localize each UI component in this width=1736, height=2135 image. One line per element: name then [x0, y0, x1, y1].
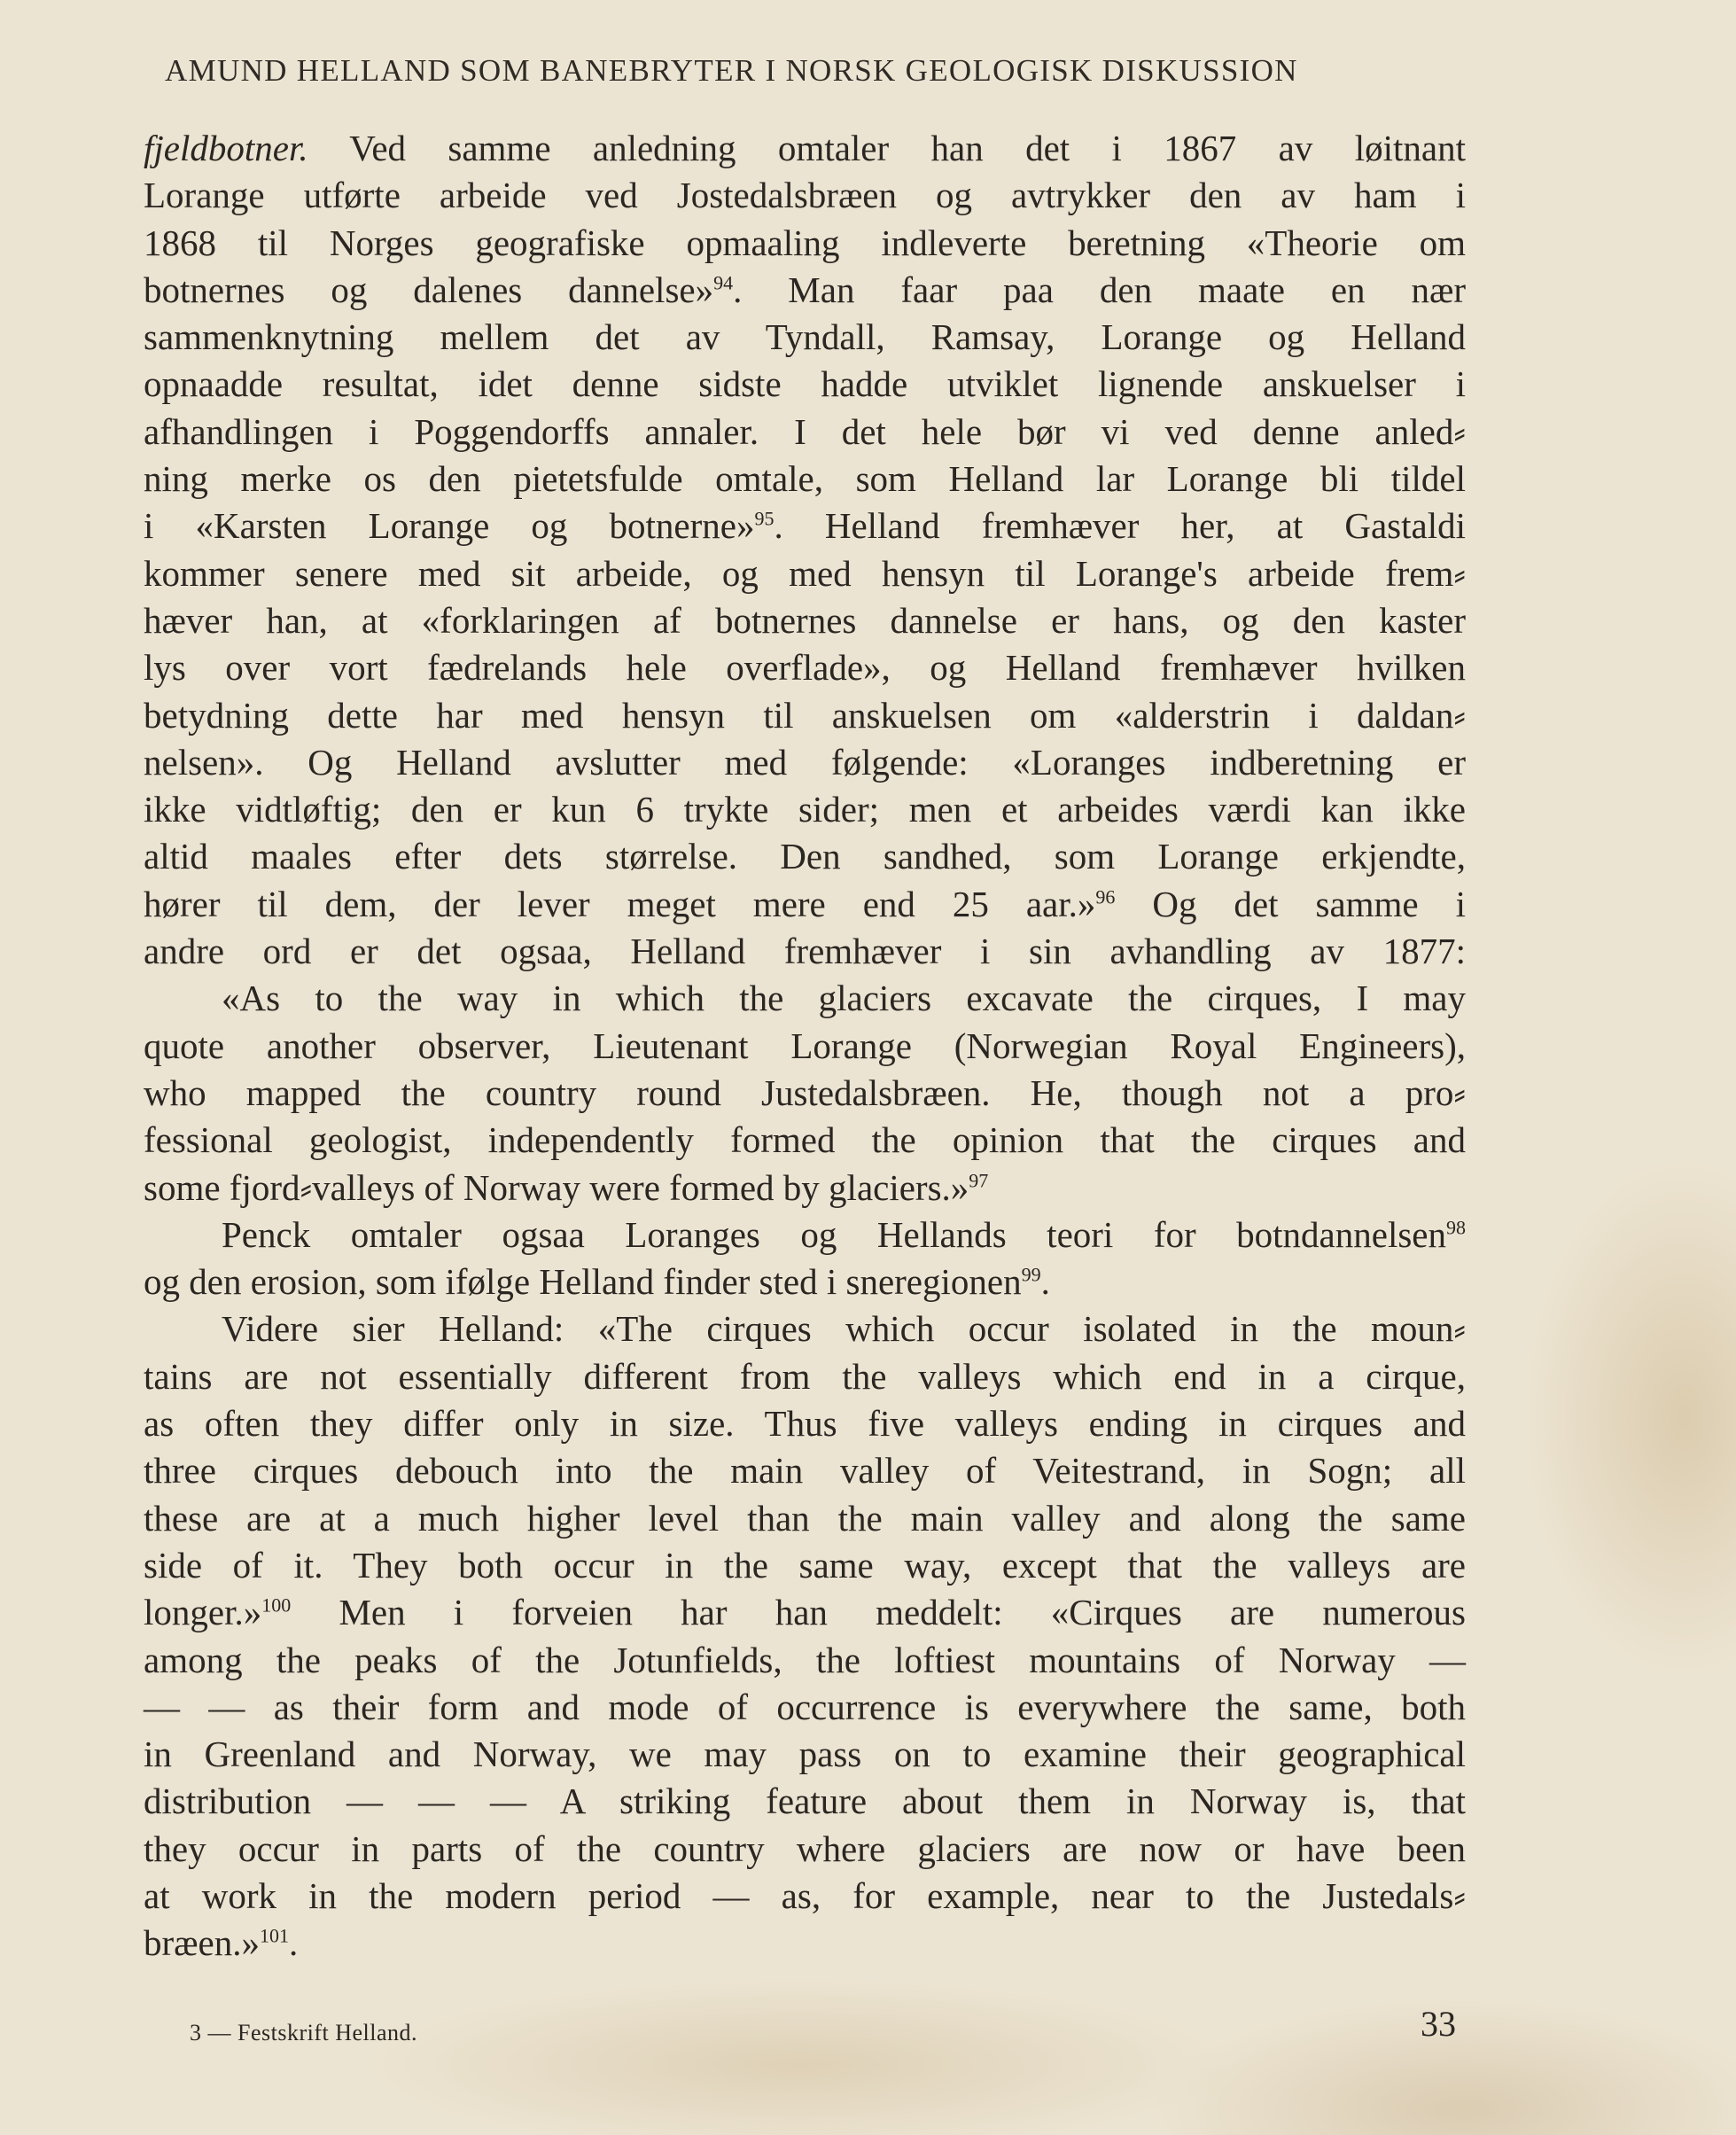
signature-mark: 3 — Festskrift Helland. — [190, 2020, 418, 2045]
text-line: 1868 til Norges geografiske opmaaling indleverte beretning «Theorie om — [144, 222, 1466, 263]
text-line: longer.»$^{100}$ Men i forveien har han meddelt: «Cirques are numerous — [144, 1592, 1466, 1633]
text-line: Lorange utførte arbeide ved Jostedalsbræen og avtrykker den av ham i — [144, 175, 1466, 216]
text-line: lys over vort fædrelands hele overflade», og Helland fremhæver hvilken — [144, 647, 1466, 689]
running-head: AMUND HELLAND SOM BANEBRYTER I NORSK GEOLOGISK DISKUSSION — [165, 53, 1298, 88]
page-number: 33 — [1421, 2004, 1456, 2044]
text-line: altid maales efter dets størrelse. Den sandhed, som Lorange erkjendte, — [144, 836, 1466, 877]
text-line: bræen.»$^{101}$. — [144, 1922, 299, 1964]
text-line: — — as their form and mode of occurrence is everywhere the same, both — [144, 1686, 1466, 1727]
text-line: Penck omtaler ogsaa Loranges og Hellands teori for botndannelsen$^{98}$ — [222, 1213, 1466, 1255]
text-line: botnernes og dalenes dannelse»$^{94}$. Man faar paa den maate en nær — [144, 269, 1466, 310]
footnote-ref: 99 — [1021, 1263, 1041, 1286]
text-line: in Greenland and Norway, we may pass on to examine their geographical — [144, 1734, 1466, 1775]
text-line: andre ord er det ogsaa, Helland fremhæver i sin avhandling av 1877: — [144, 931, 1466, 972]
footnote-ref: 101 — [259, 1924, 289, 1947]
text-line: og den erosion, som ifølge Helland finder sted i sneregionen$^{99}$. — [144, 1261, 1050, 1303]
footnote-ref: 97 — [969, 1168, 989, 1191]
footnote-ref: 95 — [754, 507, 775, 530]
text-line: ikke vidtløftig; den er kun 6 trykte sider; men et arbeides værdi kan ikke — [144, 789, 1466, 830]
text-line: distribution — — — A striking feature about them in Norway is, that — [144, 1780, 1466, 1822]
text-line: they occur in parts of the country where glaciers are now or have been — [144, 1827, 1466, 1869]
italic-word: fjeldbotner. — [144, 128, 308, 168]
text-line: opnaadde resultat, idet denne sidste hadde utviklet lignende anskuelser i — [144, 363, 1466, 405]
footnote-ref: 100 — [261, 1593, 292, 1617]
footnote-ref: 98 — [1446, 1216, 1466, 1239]
text-line: side of it. They both occur in the same way, except that the valleys are — [144, 1544, 1466, 1586]
text-line: among the peaks of the Jotunfields, the loftiest mountains of Norway — — [144, 1639, 1466, 1680]
text-line: fjeldbotner. Ved samme anledning omtaler han det i 1867 av løitnant — [144, 128, 1466, 168]
text-line: afhandlingen i Poggendorffs annaler. I det hele bør vi ved denne anled⸗ — [144, 410, 1466, 452]
text-line: as often they differ only in size. Thus five valleys ending in cirques and — [144, 1403, 1466, 1445]
text-line: hæver han, at «forklaringen af botnernes dannelse er hans, og den kaster — [144, 599, 1466, 641]
text-line: tains are not essentially different from the valleys which end in a cirque, — [144, 1355, 1466, 1397]
text-line: who mapped the country round Justedalsbræen. He, though not a pro⸗ — [144, 1071, 1466, 1113]
text-line: kommer senere med sit arbeide, og med hensyn til Lorange's arbeide frem⸗ — [144, 552, 1466, 594]
text-line: quote another observer, Lieutenant Lorange (Norwegian Royal Engineers), — [144, 1025, 1466, 1066]
footnote-ref: 96 — [1095, 885, 1116, 908]
text-line: betydning dette har med hensyn til anskuelsen om «alderstrin i daldan⸗ — [144, 694, 1466, 736]
text-line: sammenknytning mellem det av Tyndall, Ramsay, Lorange og Helland — [144, 316, 1466, 358]
text-line: hører til dem, der lever meget mere end 25 aar.»$^{96}$ Og det samme i — [144, 883, 1466, 924]
text-line: i «Karsten Lorange og botnerne»$^{95}$. Helland fremhæver her, at Gastaldi — [144, 505, 1466, 547]
text-line: these are at a much higher level than the main valley and along the same — [144, 1497, 1466, 1539]
text-line: ning merke os den pietetsfulde omtale, som Helland lar Lorange bli tildel — [144, 458, 1466, 500]
body-text — [144, 125, 1466, 1967]
text-line: «As to the way in which the glaciers excavate the cirques, I may — [222, 978, 1466, 1019]
text-line: at work in the modern period — as, for example, near to the Justedals⸗ — [144, 1874, 1466, 1916]
footnote-ref: 94 — [713, 271, 734, 294]
text-line: nelsen». Og Helland avslutter med følgende: «Loranges indberetning er — [144, 741, 1466, 783]
text-line: some fjord⸗valleys of Norway were formed by glaciers.»$^{97}$ — [144, 1166, 989, 1208]
text-line: Videre sier Helland: «The cirques which occur isolated in the moun⸗ — [222, 1308, 1466, 1350]
text-line: fessional geologist, independently formed the opinion that the cirques and — [144, 1119, 1466, 1161]
text-line: three cirques debouch into the main valley of Veitestrand, in Sogn; all — [144, 1450, 1466, 1492]
